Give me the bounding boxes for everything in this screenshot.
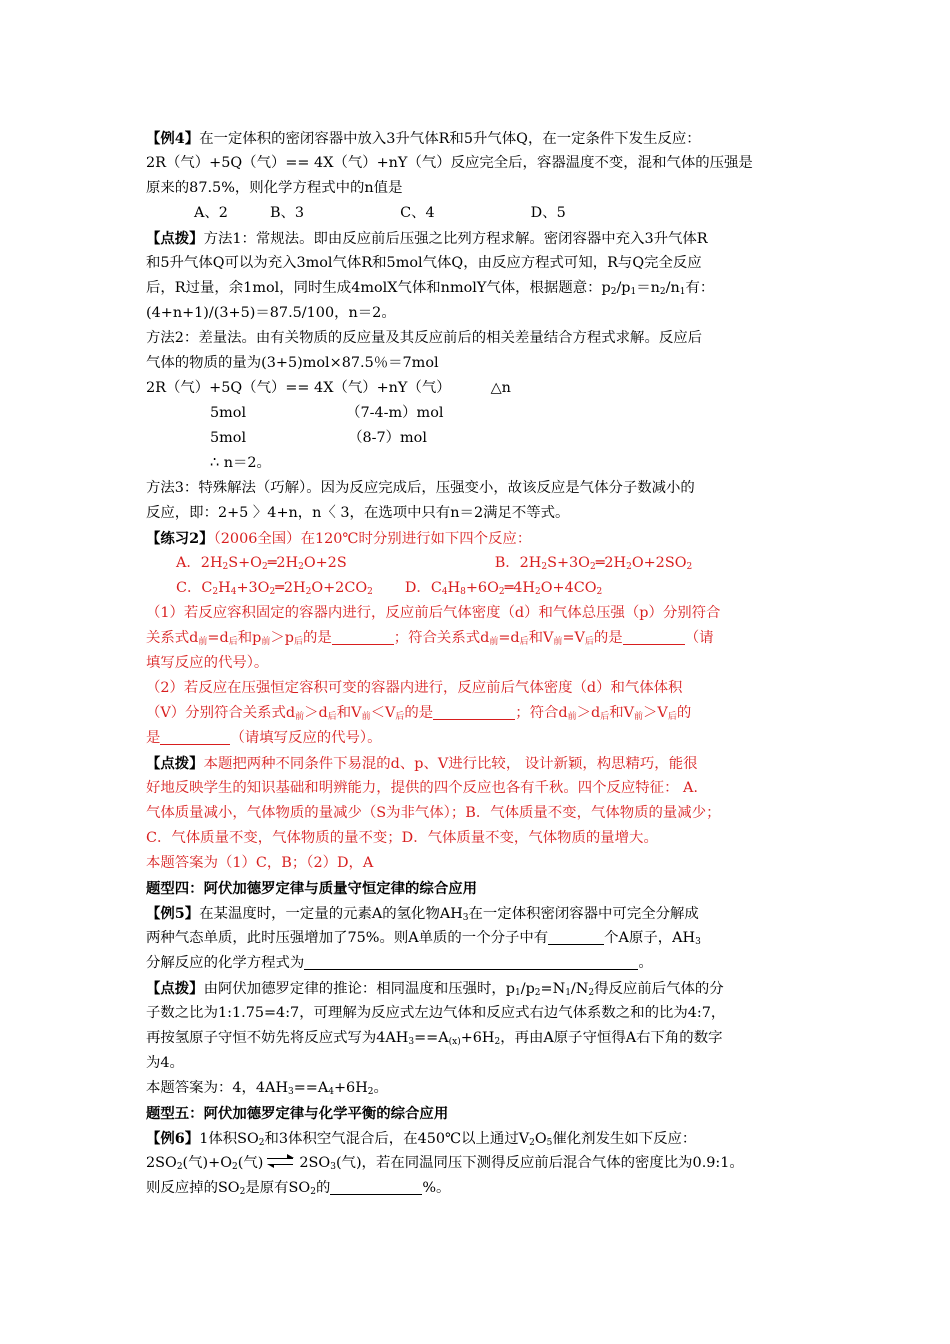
ex5-line-3: 分解反应的化学方程式为 。 bbox=[146, 955, 653, 971]
q1-blank-2[interactable] bbox=[623, 630, 685, 645]
ex6-line-1: 【例6】1体积$SO_2$和3体积空气混合后，在450℃以上通过$V_2O_5$催化剂发生如下反应： bbox=[146, 1130, 697, 1148]
method2-row-3: ∴ n＝2。 bbox=[210, 455, 271, 471]
method3-line-2: 反应，即：2+5 〉4+n，n〈 3，在选项中只有n＝2满足不等式。 bbox=[146, 505, 570, 521]
q2-blank-1[interactable] bbox=[433, 705, 515, 720]
option-a: A、2 bbox=[194, 205, 228, 221]
practice2-hint-tag: 【点拨】 bbox=[146, 755, 204, 772]
practice2-hint-line-2: 好地反映学生的知识基础和明辨能力，提供的四个反应也各有千秋。四个反应特征： A. bbox=[146, 780, 698, 796]
q2-line-1: （2）若反应在压强恒定容积可变的容器内进行，反应前后气体密度（d）和气体体积 bbox=[146, 680, 683, 696]
method2-equation: 2R（气）+5Q（气）== 4X（气）+nY（气） △n bbox=[146, 380, 511, 396]
type4-heading: 题型四：阿伏加德罗定律与质量守恒定律的综合应用 bbox=[146, 880, 477, 897]
ex6-blank[interactable] bbox=[330, 1180, 422, 1195]
hint4-tag: 【点拨】 bbox=[146, 230, 204, 247]
ex5-blank-1[interactable] bbox=[548, 930, 604, 945]
ex6-line-2: $2SO_2$(气)$+O_2$(气) $2SO_3$(气)，若在同温同压下测得反应前后混合气体的密度比为0.9:1。 bbox=[146, 1155, 744, 1172]
practice2-hint-line-4: C．气体质量不变，气体物质的量不变；D．气体质量不变，气体物质的量增大。 bbox=[146, 830, 658, 846]
ex5-hint-line-4: 为4。 bbox=[146, 1055, 184, 1071]
hint4-line-4: (4+n+1)/(3+5)＝87.5/100，n＝2。 bbox=[146, 305, 396, 321]
ex4-line-3: 原来的87.5%，则化学方程式中的n值是 bbox=[146, 180, 403, 196]
reaction-c: C．$C_2H_4+3O_2═2H_2O+2CO_2$ bbox=[176, 580, 373, 597]
method2-row-1: 5mol （7-4-m）mol bbox=[210, 405, 444, 421]
hint4-line-2: 和5升气体Q可以为充入3mol气体R和5mol气体Q，由反应方程式可知，R与Q完全反应 bbox=[146, 255, 702, 271]
reaction-row-cd bbox=[146, 576, 818, 601]
ex6-line-3: 则反应掉的$SO_2$是原有$SO_2$的 %。 bbox=[146, 1180, 451, 1197]
practice2-answer: 本题答案为（1）C，B；（2）D，A bbox=[146, 855, 374, 871]
ex4-line-2: 2R（气）+5Q（气）== 4X（气）+nY（气）反应完全后，容器温度不变，混和气体的压强是 bbox=[146, 155, 753, 171]
ex5-answer: 本题答案为：4，$4AH_3==A_4+6H_2$。 bbox=[146, 1080, 388, 1097]
q1-blank-1[interactable] bbox=[332, 630, 394, 645]
q1-line-1: （1）若反应容积固定的容器内进行，反应前后气体密度（d）和气体总压强（p）分别符合 bbox=[146, 605, 721, 621]
reaction-d: D．$C_4H_8+6O_2═4H_2O+4CO_2$ bbox=[404, 580, 603, 597]
ex5-line-1: 【例5】在某温度时，一定量的元素A的氢化物$AH_3$在一定体积密闭容器中可完全分解成 bbox=[146, 905, 699, 923]
ex5-hint-line-2: 子数之比为1:1.75=4:7，可理解为反应式左边气体和反应式右边气体系数之和的比为4:7， bbox=[146, 1005, 726, 1021]
q1-line-3: 填写反应的代号）。 bbox=[146, 655, 269, 671]
option-d: D、5 bbox=[530, 205, 566, 221]
method3-line-1: 方法3：特殊解法（巧解）。因为反应完成后，压强变小，故该反应是气体分子数减小的 bbox=[146, 480, 695, 496]
method2-line-1: 方法2：差量法。由有关物质的反应量及其反应前后的相关差量结合方程式求解。反应后 bbox=[146, 330, 703, 346]
q2-line-2: （V）分别符合关系式$d_前>d_后$和$V_前<V_后$的是 ；符合$d_前>d_后$和$V_前>V_后$的 bbox=[146, 705, 692, 722]
ex4-tag: 【例4】 bbox=[146, 130, 200, 147]
ex5-hint-line-3: 再按氢原子守恒不妨先将反应式写为$4AH_3==A_{(x)}+6H_2$，再由A原子守恒得A右下角的数字 bbox=[146, 1030, 723, 1047]
ex5-blank-2[interactable] bbox=[304, 955, 638, 970]
practice2-hint-line-1: 【点拨】本题把两种不同条件下易混的d、p、V进行比较， 设计新颖，构思精巧，能很 bbox=[146, 755, 698, 772]
q2-line-3: 是 （请填写反应的代号）。 bbox=[146, 730, 382, 746]
ex6-tag: 【例6】 bbox=[146, 1130, 200, 1147]
practice2-hint-line-3: 气体质量减小，气体物质的量减少（S为非气体）；B．气体质量不变，气体物质的量减少； bbox=[146, 805, 721, 821]
option-b: B、3 bbox=[269, 205, 305, 221]
option-c: C、4 bbox=[400, 205, 435, 221]
ex5-hint-tag: 【点拨】 bbox=[146, 980, 204, 997]
document-page bbox=[146, 126, 818, 1201]
practice2-tag: 【练习2】 bbox=[146, 530, 214, 547]
reaction-row-ab bbox=[146, 551, 818, 576]
equilibrium-arrow-icon bbox=[267, 1156, 295, 1168]
practice2-header: 【练习2】（2006全国）在120℃时分别进行如下四个反应： bbox=[146, 530, 532, 547]
reaction-b: B．$2H_2S+3O_2═2H_2O+2SO_2$ bbox=[494, 555, 693, 572]
q2-blank-2[interactable] bbox=[160, 730, 230, 745]
q1-line-2: 关系式$d_前=d_后$和$p_前>p_后$的是 ；符合关系式$d_前=d_后$和$V_前=V_后$的是 （请 bbox=[146, 630, 714, 647]
hint4-line-1: 【点拨】方法1：常规法。即由反应前后压强之比列方程求解。密闭容器中充入3升气体R bbox=[146, 230, 708, 247]
ex5-hint-line-1: 【点拨】由阿伏加德罗定律的推论：相同温度和压强时，$p_1/p_2=N_1/N_2$得反应前后气体的分 bbox=[146, 980, 724, 998]
type5-heading: 题型五：阿伏加德罗定律与化学平衡的综合应用 bbox=[146, 1105, 449, 1122]
method2-line-2: 气体的物质的量为(3+5)mol×87.5％＝7mol bbox=[146, 355, 439, 371]
method2-row-2: 5mol （8-7）mol bbox=[210, 430, 427, 446]
reaction-a: A．$2H_2S+O_2═2H_2O+2S$ bbox=[176, 555, 347, 572]
ex4-options bbox=[146, 201, 818, 226]
ex4-line-1: 【例4】在一定体积的密闭容器中放入3升气体R和5升气体Q，在一定条件下发生反应： bbox=[146, 130, 701, 147]
ex5-line-2: 两种气态单质，此时压强增加了75%。则A单质的一个分子中有 个A原子，$AH_3$ bbox=[146, 930, 701, 947]
ex5-tag: 【例5】 bbox=[146, 905, 200, 922]
hint4-line-3: 后，R过量，余1mol，同时生成4molX气体和nmolY气体，根据题意：$p_2/p_1=n_2/n_1$有： bbox=[146, 280, 715, 297]
